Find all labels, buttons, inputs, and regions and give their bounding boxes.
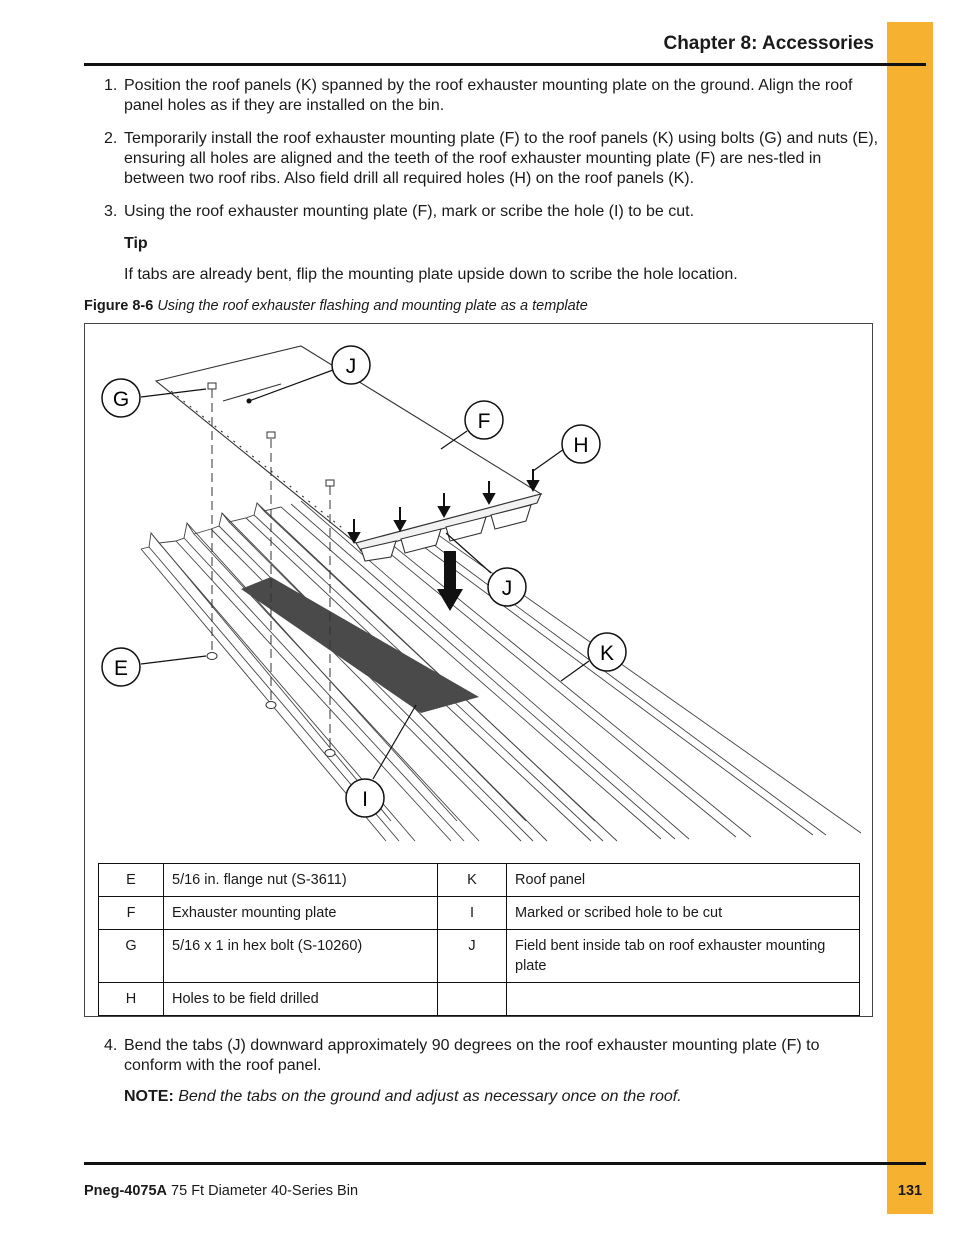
step-text: Position the roof panels (K) spanned by the roof exhauster mounting plate on the ground. Align the roof panel holes as if they are installed on the bin. <box>124 77 853 114</box>
tip-heading: Tip <box>124 235 148 252</box>
step-2 <box>104 129 879 189</box>
legend-desc: Roof panel <box>507 864 860 897</box>
step-3 <box>104 202 879 222</box>
table-row <box>99 930 860 983</box>
chapter-title: Chapter 8: Accessories <box>663 33 874 54</box>
figure-caption <box>84 298 588 314</box>
step-number: 1. <box>104 77 118 94</box>
callout-e: E <box>113 657 129 680</box>
figure-caption-text: Using the roof exhauster flashing and mounting plate as a template <box>157 298 588 314</box>
legend-key: F <box>99 897 164 930</box>
legend-key: H <box>99 983 164 1016</box>
legend-key: J <box>438 930 507 983</box>
step-4 <box>104 1036 879 1076</box>
callout-j-bottom: J <box>501 577 513 600</box>
step-text: Temporarily install the roof exhauster mounting plate (F) to the roof panels (K) using bolts (G) and nuts (E), ensuring all holes are aligned and the teeth of the roof exhauster mounting plate (F) are nes-tled in between two roof ribs. Also field drill all required holes (H) on the roof panels (K). <box>124 130 879 187</box>
legend-table <box>98 863 860 1016</box>
step-1 <box>104 76 879 116</box>
step-number: 3. <box>104 203 118 220</box>
callout-j-top: J <box>345 355 357 378</box>
legend-desc <box>507 983 860 1016</box>
callout-k: K <box>599 642 615 665</box>
page-number: 131 <box>897 1183 923 1199</box>
legend-key <box>438 983 507 1016</box>
step-number: 2. <box>104 130 118 147</box>
figure-label: Figure 8-6 <box>84 298 154 314</box>
tip-text: If tabs are already bent, flip the mounting plate upside down to scribe the hole location. <box>124 266 738 283</box>
callout-f: F <box>477 410 491 433</box>
step-text: Bend the tabs (J) downward approximately 90 degrees on the roof exhauster mounting plate (F) to conform with the roof panel. <box>124 1037 820 1074</box>
legend-key: G <box>99 930 164 983</box>
legend-key: I <box>438 897 507 930</box>
table-row <box>99 864 860 897</box>
note-text: Bend the tabs on the ground and adjust as necessary once on the roof. <box>173 1088 682 1105</box>
footer-rule <box>84 1162 926 1165</box>
legend-desc: Marked or scribed hole to be cut <box>507 897 860 930</box>
table-row <box>99 983 860 1016</box>
note <box>124 1088 682 1106</box>
leader-dot <box>247 399 252 404</box>
chapter-side-bar <box>887 22 933 1214</box>
callout-h: H <box>573 434 589 457</box>
callout-g: G <box>112 388 130 411</box>
legend-key: E <box>99 864 164 897</box>
doc-id: Pneg-4075A <box>84 1183 168 1199</box>
callout-i: I <box>362 788 368 811</box>
legend-desc: 5/16 in. flange nut (S-3611) <box>164 864 438 897</box>
step-text: Using the roof exhauster mounting plate (F), mark or scribe the hole (I) to be cut. <box>124 203 695 220</box>
legend-desc: Field bent inside tab on roof exhauster mounting plate <box>507 930 860 983</box>
legend-desc: Exhauster mounting plate <box>164 897 438 930</box>
legend-desc: 5/16 x 1 in hex bolt (S-10260) <box>164 930 438 983</box>
note-label: NOTE: <box>124 1088 174 1105</box>
roof-panels-drawing <box>141 489 861 841</box>
header-rule <box>84 63 926 66</box>
legend-key: K <box>438 864 507 897</box>
table-row <box>99 897 860 930</box>
doc-title: 75 Ft Diameter 40-Series Bin <box>167 1183 359 1199</box>
footer-document <box>84 1183 358 1199</box>
step-number: 4. <box>104 1037 118 1054</box>
legend-desc: Holes to be field drilled <box>164 983 438 1016</box>
